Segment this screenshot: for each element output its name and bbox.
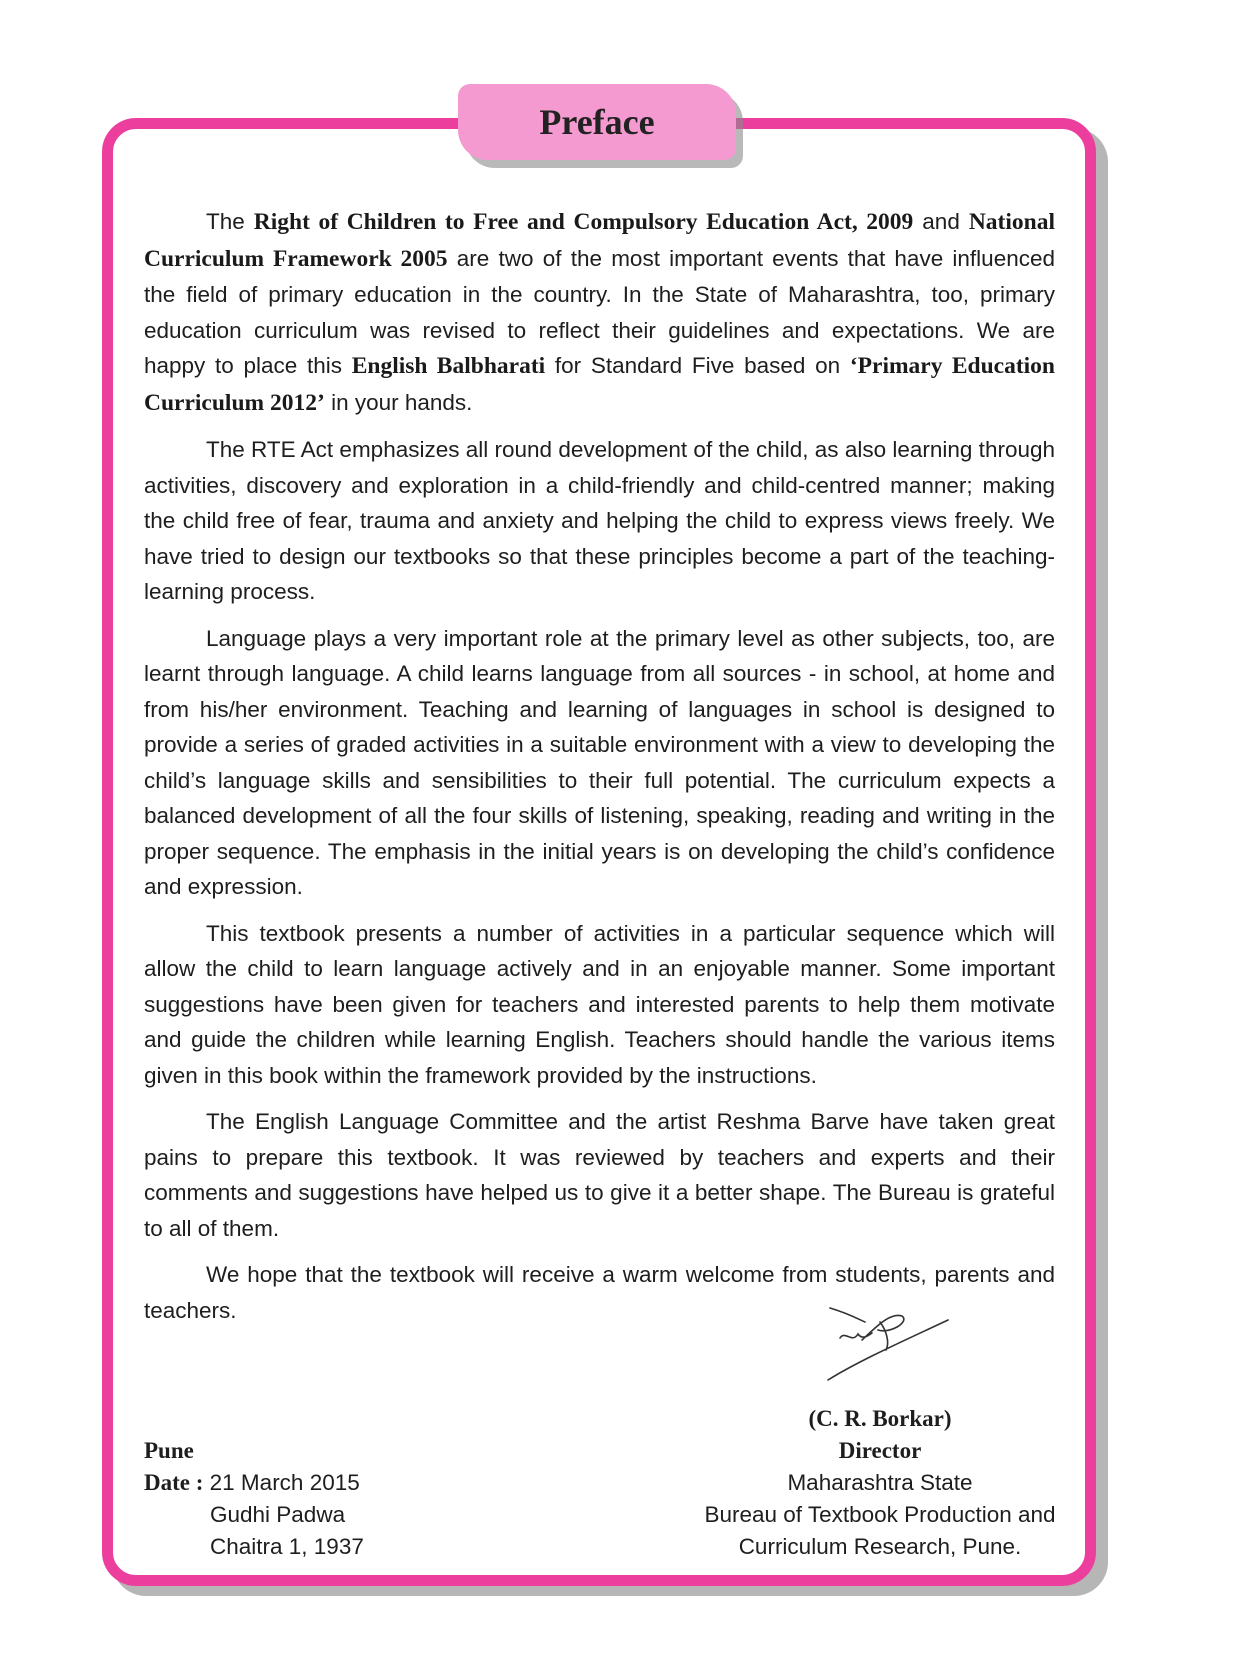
text-run: The xyxy=(206,209,254,234)
title-tab xyxy=(458,84,736,160)
bold-text: English Balbharati xyxy=(351,353,546,379)
place-date-block xyxy=(144,1435,364,1563)
paragraph xyxy=(144,1104,1055,1246)
text-run: in your hands. xyxy=(324,389,473,415)
text-run: are two of the most important events that have influenced the field of primary education in the country. In the State of Maharashtra, too, primary education curriculum was revised to reflect their guidelines and expectations. We are happy to place this xyxy=(144,245,1055,378)
paragraph xyxy=(144,432,1055,610)
text-run: We hope that the textbook will receive a warm welcome from students, parents and teachers. xyxy=(144,1262,1055,1323)
signatory-block xyxy=(700,1403,1060,1563)
preface-body xyxy=(144,204,1055,1339)
text-run: The English Language Committee and the artist Reshma Barve have taken great pains to prepare this textbook. It was reviewed by teachers and experts and their comments and suggestions have helped us to give it a better shape. The Bureau is grateful to all of them. xyxy=(144,1109,1055,1241)
text-run: The RTE Act emphasizes all round development of the child, as also learning through activities, discovery and exploration in a child-friendly and child-centred manner; making the child free of fear, trauma and anxiety and helping the child to express views freely. We have tried to design our textbooks so that these principles become a part of the teaching-learning process. xyxy=(144,437,1055,604)
text-run: This textbook presents a number of activities in a particular sequence which will allow the child to learn language actively and in an enjoyable manner. Some important suggestions have been given for teachers and interested parents to help them motivate and guide the children while learning English. Teachers should handle the various items given in this book within the framework provided by the instructions. xyxy=(144,920,1055,1088)
text-run: and xyxy=(913,209,969,234)
text-run: for Standard Five based on xyxy=(545,353,850,378)
signatory-name: (C. R. Borkar) xyxy=(808,1406,952,1431)
signatory-org-line: Curriculum Research, Pune. xyxy=(738,1534,1022,1559)
date-label: Date : xyxy=(144,1470,204,1495)
signature-image xyxy=(820,1300,950,1390)
date-value: 21 March 2015 xyxy=(209,1470,360,1495)
text-run: Language plays a very important role at the primary level as other subjects, too, are learnt through language. A child learns language from all sources - in school, at home and from his/her environment. Teaching and learning of languages in school is designed to provide a series of graded activities in a suitable environment with a view to developing the child’s language skills and sensibilities to their full potential. The curriculum expects a balanced development of all the four skills of listening, speaking, reading and writing in the proper sequence. The emphasis in the initial years is on developing the child’s confidence and expression. xyxy=(144,625,1055,899)
paragraph xyxy=(144,621,1055,905)
indian-date: Chaitra 1, 1937 xyxy=(210,1534,364,1559)
signatory-org-line: Maharashtra State xyxy=(787,1470,973,1495)
signatory-org-line: Bureau of Textbook Production and xyxy=(704,1502,1056,1527)
paragraph xyxy=(144,204,1055,421)
bold-text: Right of Children to Free and Compulsory Education Act, 2009 xyxy=(253,209,914,235)
place: Pune xyxy=(144,1438,194,1463)
festival: Gudhi Padwa xyxy=(210,1502,346,1527)
signatory-designation: Director xyxy=(838,1438,922,1463)
bold-text: National Curriculum Framework 2005 xyxy=(144,209,1056,272)
page-title: Preface xyxy=(539,102,655,142)
paragraph xyxy=(144,916,1055,1094)
bold-text: ‘Primary Education Curriculum 2012’ xyxy=(144,353,1055,416)
